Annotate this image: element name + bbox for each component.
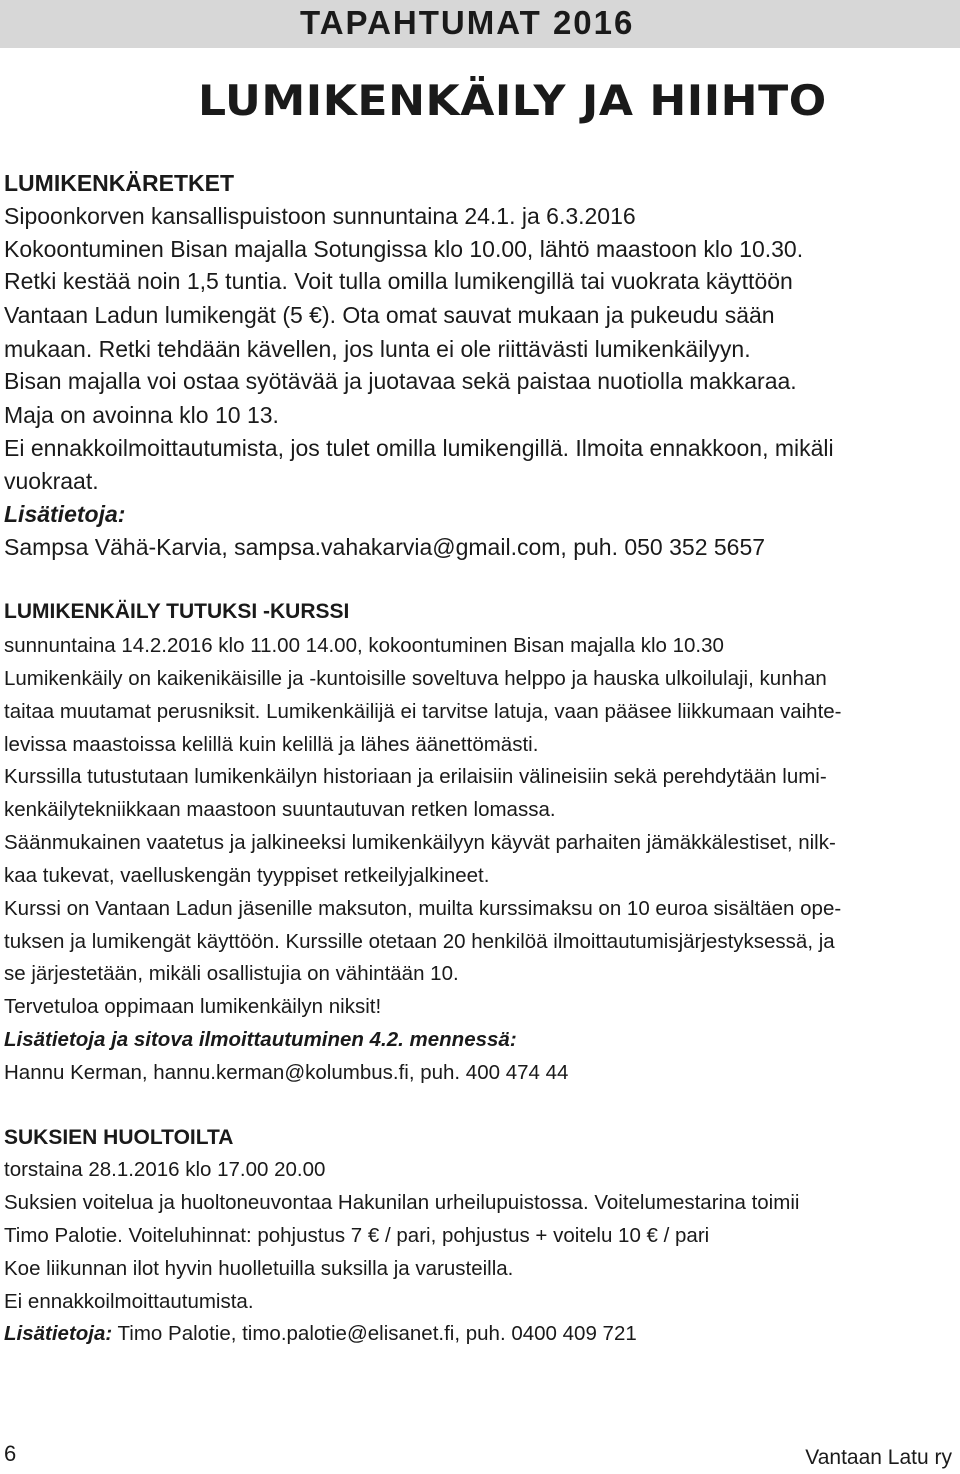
text-line: sunnuntaina 14.2.2016 klo 11.00 14.00, kokoontuminen Bisan majalla klo 10.30 [4, 634, 724, 657]
text-line: Maja on avoinna klo 10 13. [4, 402, 279, 428]
footer-organization: Vantaan Latu ry [805, 1446, 952, 1469]
text-line: kaa tukevat, vaelluskengän tyyppiset retkeilyjalkineet. [4, 864, 490, 887]
info-label: Lisätietoja: [4, 1322, 113, 1345]
info-label: Lisätietoja ja sitova ilmoittautuminen 4.2. mennessä: [4, 1028, 517, 1051]
page-number: 6 [4, 1441, 17, 1466]
text-line: Bisan majalla voi ostaa syötävää ja juotavaa sekä paistaa nuotiolla makkaraa. [4, 368, 797, 394]
text-line: Ei ennakkoilmoittautumista, jos tulet omilla lumikengillä. Ilmoita ennakkoon, mikäli [4, 435, 834, 461]
section-heading: SUKSIEN HUOLTOILTA [4, 1126, 234, 1149]
info-line [4, 1322, 637, 1346]
text-line: se järjestetään, mikäli osallistujia on vähintään 10. [4, 962, 459, 985]
header-title: TAPAHTUMAT 2016 [300, 4, 635, 41]
text-line: Tervetuloa oppimaan lumikenkäilyn niksit! [4, 995, 382, 1018]
text-line: Säänmukainen vaatetus ja jalkineeksi lumikenkäilyyn käyvät parhaiten jämäkkälestiset, nilk- [4, 831, 836, 854]
text-line: Koe liikunnan ilot hyvin huolletuilla suksilla ja varusteilla. [4, 1257, 514, 1280]
contact-text: Timo Palotie, timo.palotie@elisanet.fi, puh. 0400 409 721 [112, 1322, 637, 1345]
text-line: Timo Palotie. Voiteluhinnat: pohjustus 7 € / pari, pohjustus + voitelu 10 € / pari [4, 1224, 710, 1247]
text-line: taitaa muutamat perusniksit. Lumikenkäilijä ei tarvitse latuja, vaan pääsee liikkumaan vaihte- [4, 700, 842, 723]
text-line: torstaina 28.1.2016 klo 17.00 20.00 [4, 1158, 326, 1181]
text-line: Vantaan Ladun lumikengät (5 €). Ota omat sauvat mukaan ja pukeudu sään [4, 302, 775, 328]
text-line: vuokraat. [4, 468, 99, 494]
section-heading: LUMIKENKÄRETKET [4, 170, 234, 196]
text-line: Sipoonkorven kansallispuistoon sunnuntaina 24.1. ja 6.3.2016 [4, 203, 636, 229]
info-label: Lisätietoja: [4, 501, 126, 527]
main-title: LUMIKENKÄILY JA HIIHTO [198, 76, 827, 125]
text-line: tuksen ja lumikengät käyttöön. Kurssille otetaan 20 henkilöä ilmoittautumisjärjestyksessä, ja [4, 930, 835, 953]
text-line: Kokoontuminen Bisan majalla Sotungissa klo 10.00, lähtö maastoon klo 10.30. [4, 236, 804, 262]
contact-line: Hannu Kerman, hannu.kerman@kolumbus.fi, puh. 400 474 44 [4, 1061, 569, 1084]
text-line: levissa maastoissa kelillä kuin kelillä ja lähes äänettömästi. [4, 733, 539, 756]
text-line: Ei ennakkoilmoittautumista. [4, 1290, 254, 1313]
text-line: Lumikenkäily on kaikenikäisille ja -kuntoisille soveltuva helppo ja hauska ulkoilulaji, kunhan [4, 667, 827, 690]
text-line: mukaan. Retki tehdään kävellen, jos lunta ei ole riittävästi lumikenkäilyyn. [4, 336, 751, 362]
text-line: Suksien voitelua ja huoltoneuvontaa Hakunilan urheilupuistossa. Voitelumestarina toimii [4, 1191, 800, 1214]
contact-line: Sampsa Vähä-Karvia, sampsa.vahakarvia@gmail.com, puh. 050 352 5657 [4, 534, 766, 560]
text-line: Kurssilla tutustutaan lumikenkäilyn historiaan ja erilaisiin välineisiin sekä perehdytään lumi- [4, 765, 827, 788]
text-line: Kurssi on Vantaan Ladun jäsenille maksuton, muilta kurssimaksu on 10 euroa sisältäen ope- [4, 897, 842, 920]
text-line: Retki kestää noin 1,5 tuntia. Voit tulla omilla lumikengillä tai vuokrata käyttöön [4, 268, 793, 294]
text-line: kenkäilytekniikkaan maastoon suuntautuvan retken lomassa. [4, 798, 556, 821]
section-heading: LUMIKENKÄILY TUTUKSI -KURSSI [4, 600, 350, 623]
